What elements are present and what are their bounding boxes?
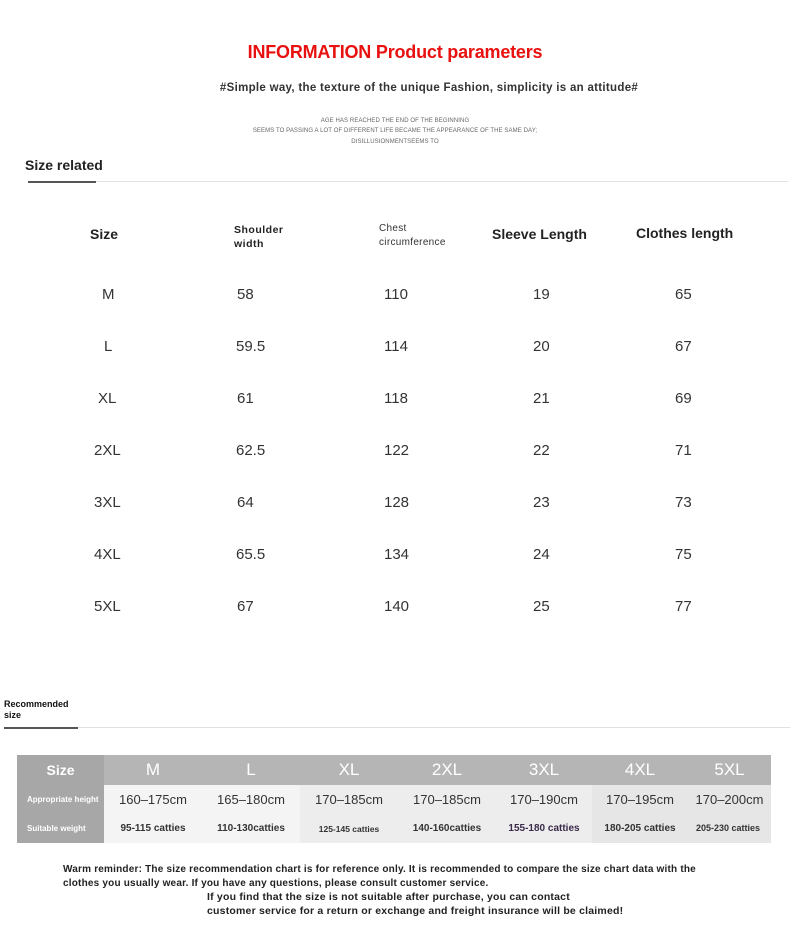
table-row <box>17 814 771 843</box>
cell-size: 3XL <box>94 494 121 511</box>
cell-shoulder: 58 <box>237 286 254 303</box>
cell-length: 67 <box>675 338 692 355</box>
rec-size-label: 3XL <box>496 755 592 785</box>
rec-weight-label: Suitable weight <box>17 814 104 843</box>
cell-size: 2XL <box>94 442 121 459</box>
cell-sleeve: 19 <box>533 286 550 303</box>
table-row <box>17 785 771 814</box>
col-header-shoulder: Shoulder width <box>234 224 284 250</box>
cell-chest: 134 <box>384 546 410 563</box>
cell-shoulder: 64 <box>237 494 254 511</box>
rec-size-label: M <box>104 755 202 785</box>
rec-weight-value: 125-145 catties <box>300 814 398 843</box>
section-divider <box>4 727 790 728</box>
rec-height-value: 165–180cm <box>202 785 300 814</box>
rec-size-label: 5XL <box>688 755 771 785</box>
rec-height-value: 170–200cm <box>688 785 771 814</box>
rec-weight-value: 155-180 catties <box>496 814 592 843</box>
cell-chest: 118 <box>384 390 408 407</box>
rec-size-label: L <box>202 755 300 785</box>
cell-size: XL <box>98 390 117 407</box>
rec-height-value: 170–190cm <box>496 785 592 814</box>
cell-sleeve: 23 <box>533 494 550 511</box>
cell-size: L <box>104 338 113 355</box>
cell-chest: 110 <box>384 286 408 303</box>
warning-line-2: clothes you usually wear. If you have any questions, please consult customer service. <box>63 878 489 889</box>
rec-height-value: 160–175cm <box>104 785 202 814</box>
rec-size-label: 2XL <box>398 755 496 785</box>
col-header-length: Clothes length <box>636 225 734 241</box>
cell-sleeve: 21 <box>533 390 550 407</box>
recommend-table <box>17 755 771 843</box>
rec-weight-value: 95-115 catties <box>104 814 202 843</box>
section-divider-accent <box>28 181 96 183</box>
page-title: INFORMATION Product parameters <box>247 42 543 62</box>
cell-length: 73 <box>675 494 692 511</box>
recommend-section-title: Recommended size <box>4 699 69 720</box>
cell-shoulder: 62.5 <box>236 442 266 459</box>
cell-length: 77 <box>675 598 692 615</box>
table-row <box>17 755 771 785</box>
col-header-sleeve: Sleeve Length <box>492 226 587 242</box>
cell-sleeve: 20 <box>533 338 550 355</box>
section-divider-accent <box>4 727 78 729</box>
rec-header-size: Size <box>17 755 104 785</box>
col-header-chest: Chest circumference <box>379 223 446 248</box>
cell-sleeve: 24 <box>533 546 550 563</box>
cell-size: 5XL <box>94 598 121 615</box>
tagline-line-3: DISILLUSIONMENTSEEMS TO <box>351 139 439 145</box>
warning-line-3: If you find that the size is not suitable after purchase, you can contact <box>207 891 570 903</box>
cell-sleeve: 25 <box>533 598 550 615</box>
cell-size: M <box>102 286 115 303</box>
rec-weight-value: 140-160catties <box>398 814 496 843</box>
cell-size: 4XL <box>94 546 121 563</box>
cell-length: 65 <box>675 286 692 303</box>
cell-sleeve: 22 <box>533 442 550 459</box>
cell-length: 69 <box>675 390 692 407</box>
rec-weight-value: 110-130catties <box>202 814 300 843</box>
section-divider <box>28 181 788 182</box>
cell-shoulder: 65.5 <box>236 546 266 563</box>
cell-chest: 128 <box>384 494 410 511</box>
rec-weight-value: 180-205 catties <box>592 814 688 843</box>
tagline-line-1: AGE HAS REACHED THE END OF THE BEGINNING <box>320 118 470 124</box>
rec-height-label: Appropriate height <box>17 785 104 814</box>
warning-line-1: Warm reminder: The size recommendation chart is for reference only. It is recommended to compare the size chart data with the <box>63 864 696 875</box>
tagline-line-2: SEEMS TO PASSING A LOT OF DIFFERENT LIFE BECAME THE APPEARANCE OF THE SAME DAY; <box>252 128 538 134</box>
cell-shoulder: 67 <box>237 598 254 615</box>
rec-size-label: 4XL <box>592 755 688 785</box>
col-header-size: Size <box>90 226 119 242</box>
rec-height-value: 170–185cm <box>398 785 496 814</box>
cell-length: 71 <box>675 442 692 459</box>
cell-chest: 122 <box>384 442 410 459</box>
cell-shoulder: 61 <box>237 390 254 407</box>
rec-height-value: 170–185cm <box>300 785 398 814</box>
cell-shoulder: 59.5 <box>236 338 266 355</box>
warning-line-4: customer service for a return or exchange and freight insurance will be claimed! <box>207 905 624 917</box>
cell-chest: 114 <box>384 338 408 355</box>
size-section-title: Size related <box>25 157 103 173</box>
rec-weight-value: 205-230 catties <box>688 814 771 843</box>
cell-length: 75 <box>675 546 692 563</box>
rec-size-label: XL <box>300 755 398 785</box>
page-subtitle: #Simple way, the texture of the unique Fashion, simplicity is an attitude# <box>219 82 639 94</box>
rec-height-value: 170–195cm <box>592 785 688 814</box>
cell-chest: 140 <box>384 598 410 615</box>
